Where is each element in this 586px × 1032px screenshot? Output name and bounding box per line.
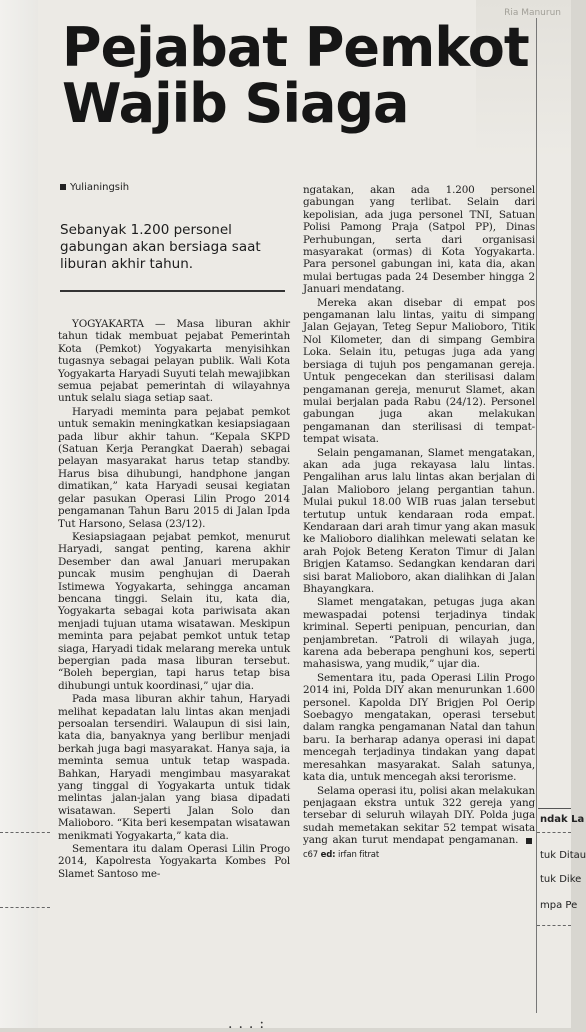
paragraph: Pada masa liburan akhir tahun, Haryadi melihat kepadatan lalu lintas akan menjadi persoalan tersendiri. Walaupun di sisi lain, kata dia, banyaknya yang berlibur menjadi berkah juga bagi masyarakat. Hanya saja, ia meminta semua untuk tetap waspada. Bahkan, Haryadi mengimbau masyarakat yang tinggal di Yogyakarta untuk tidak melintas jalan-jalan yang biasa dipadati wisatawan. Seperti Jalan Solo dan Malioboro. “Kita beri kesempatan wisatawan menikmati Yogyakarta,” kata dia. — [58, 693, 290, 842]
paragraph: Slamet mengatakan, petugas juga akan mewaspadai potensi terjadinya tindak kriminal. Seperti penipuan, pencurian, dan penjambretan. “Patroli di wilayah juga, karena ada beberapa penghuni kos, seperti mahasiswa, yang mudik,” ujar dia. — [303, 596, 535, 671]
credit-editor: irfan fitrat — [337, 849, 380, 860]
cut-line — [0, 832, 50, 833]
paragraph: Sementara itu dalam Operasi Lilin Progo 2014, Kapolresta Yogyakarta Kombes Pol Slamet Santoso me- — [58, 843, 290, 880]
credit-code: c67 — [303, 849, 319, 860]
paragraph: Sementara itu, pada Operasi Lilin Progo 2014 ini, Polda DIY akan menurunkan 1.600 personel. Kapolda DIY Brigjen Pol Oerip Soebagyo mengatakan, operasi tersebut dalam rangka pengamanan Natal dan tahun baru. Ia berharap adanya operasi ini dapat mencegah terjadinya tindakan yang dapat meresahkan masyarakat. Salah satunya, kata dia, untuk mencegah aksi terorisme. — [303, 671, 535, 784]
side-rule — [538, 808, 571, 809]
side-line: tuk Dike — [540, 874, 582, 885]
paragraph-text: Selama operasi itu, polisi akan melakukan penjagaan ekstra untuk 322 gereja yang tersebar di seluruh wilayah DIY. Polda juga sudah memetakan sekitar 52 tempat wisata yang akan turut mendapat pengamanan. — [303, 784, 535, 847]
paragraph: Kesiapsiagaan pejabat pemkot, menurut Haryadi, sangat penting, karena akhir Desember dan awal Januari merupakan puncak musim penghujan di Daerah Istimewa Yogyakarta, sehingga ancaman bencana tinggi. Selain itu, kata dia, Yogyakarta sebagai kota pariwisata akan menjadi tujuan utama wisatawan. Meskipun meminta para pejabat pemkot untuk tetap siaga, Haryadi tidak melarang mereka untuk bepergian pada masa liburan tersebut. “Boleh bepergian, tapi harus tetap bisa dihubungi untuk koordinasi,” ujar dia. — [58, 530, 290, 692]
cut-line — [537, 925, 571, 926]
side-line: mpa Pe — [540, 900, 578, 911]
deck-rule — [60, 290, 285, 292]
paragraph — [303, 785, 535, 861]
byline — [60, 182, 129, 193]
side-line: tuk Ditau — [540, 850, 586, 861]
byline-square-icon — [60, 184, 66, 190]
paragraph: YOGYAKARTA — Masa liburan akhir tahun tidak membuat pejabat Pemerintah Kota (Pemkot) Yogyakarta menyisihkan tugasnya sebagai pelayan publik. Wali Kota Yogyakarta Haryadi Suyuti telah mewajibkan semua pejabat pemerintah di wilayahnya untuk selalu siaga setiap saat. — [58, 318, 290, 405]
headline: Pejabat Pemkot Wajib Siaga — [62, 16, 529, 135]
article-column-2 — [303, 184, 535, 1006]
end-square-icon — [526, 838, 532, 844]
byline-author: Yulianingsih — [70, 182, 130, 193]
article-column-1 — [58, 318, 290, 1008]
paragraph: Haryadi meminta para pejabat pemkot untuk semakin meningkatkan kesiapsiagaan pada libur akhir tahun. “Kepala SKPD (Satuan Kerja Perangkat Daerah) sebagai pelayan masyarakat harus tetap standby. Harus bisa dihubungi, handphone jangan dimatikan,” kata Haryadi seusai kegiatan gelar pasukan Operasi Lilin Progo 2014 pengamanan Tahun Baru 2015 di Jalan Ipda Tut Harsono, Selasa (23/12). — [58, 405, 290, 530]
paragraph: ngatakan, akan ada 1.200 personel gabungan yang terlibat. Selain dari kepolisian, ada juga personel TNI, Satuan Polisi Pamong Praja (Satpol PP), Dinas Perhubungan, serta dari organisasi masyarakat (ormas) di Kota Yogyakarta. Para personel gabungan ini, kata dia, akan mulai bertugas pada 24 Desember hingga 2 Januari mendatang. — [303, 184, 535, 296]
paragraph: Selain pengamanan, Slamet mengatakan, akan ada juga rekayasa lalu lintas. Pengalihan arus lalu lintas akan berjalan di Jalan Malioboro jelang pergantian tahun. Mulai pukul 18.00 WIB ruas jalan tersebut tertutup untuk kendaraan roda empat. Kendaraan dari arah timur yang akan masuk ke Malioboro dialihkan melewati selatan ke arah Pojok Beteng Keraton Timur di Jalan Brigjen Katamso. Sedangkan kendaran dari sisi barat Malioboro, akan dialihkan di Jalan Bhayangkara. — [303, 446, 535, 595]
cut-line — [537, 832, 571, 833]
bottom-fragment: ...: — [228, 1016, 271, 1032]
side-article-title: ndak La — [540, 814, 585, 825]
paragraph: Mereka akan disebar di empat pos pengamanan lalu lintas, yaitu di simpang Jalan Gejayan, Teteg Sepur Malioboro, Titik Nol Kilometer, dan di simpang Gembira Loka. Selain itu, petugas juga ada yang bersiaga di tujuh pos pengamanan gereja. Untuk pengecekan dan sterilisasi dalam pengamanan gereja, menurut Slamet, akan mulai berjalan pada Rabu (24/12). Personel gabungan juga akan melakukan pengamanan dan sterilisasi di tempat-tempat wisata. — [303, 296, 535, 446]
bleed-through-text: Ria Manurun — [504, 8, 561, 18]
credit-editor-label: ed: — [320, 849, 336, 860]
scan-margin — [0, 0, 38, 1028]
deck: Sebanyak 1.200 personel gabungan akan bersiaga saat liburan akhir tahun. — [60, 222, 261, 272]
cut-line — [0, 907, 50, 908]
